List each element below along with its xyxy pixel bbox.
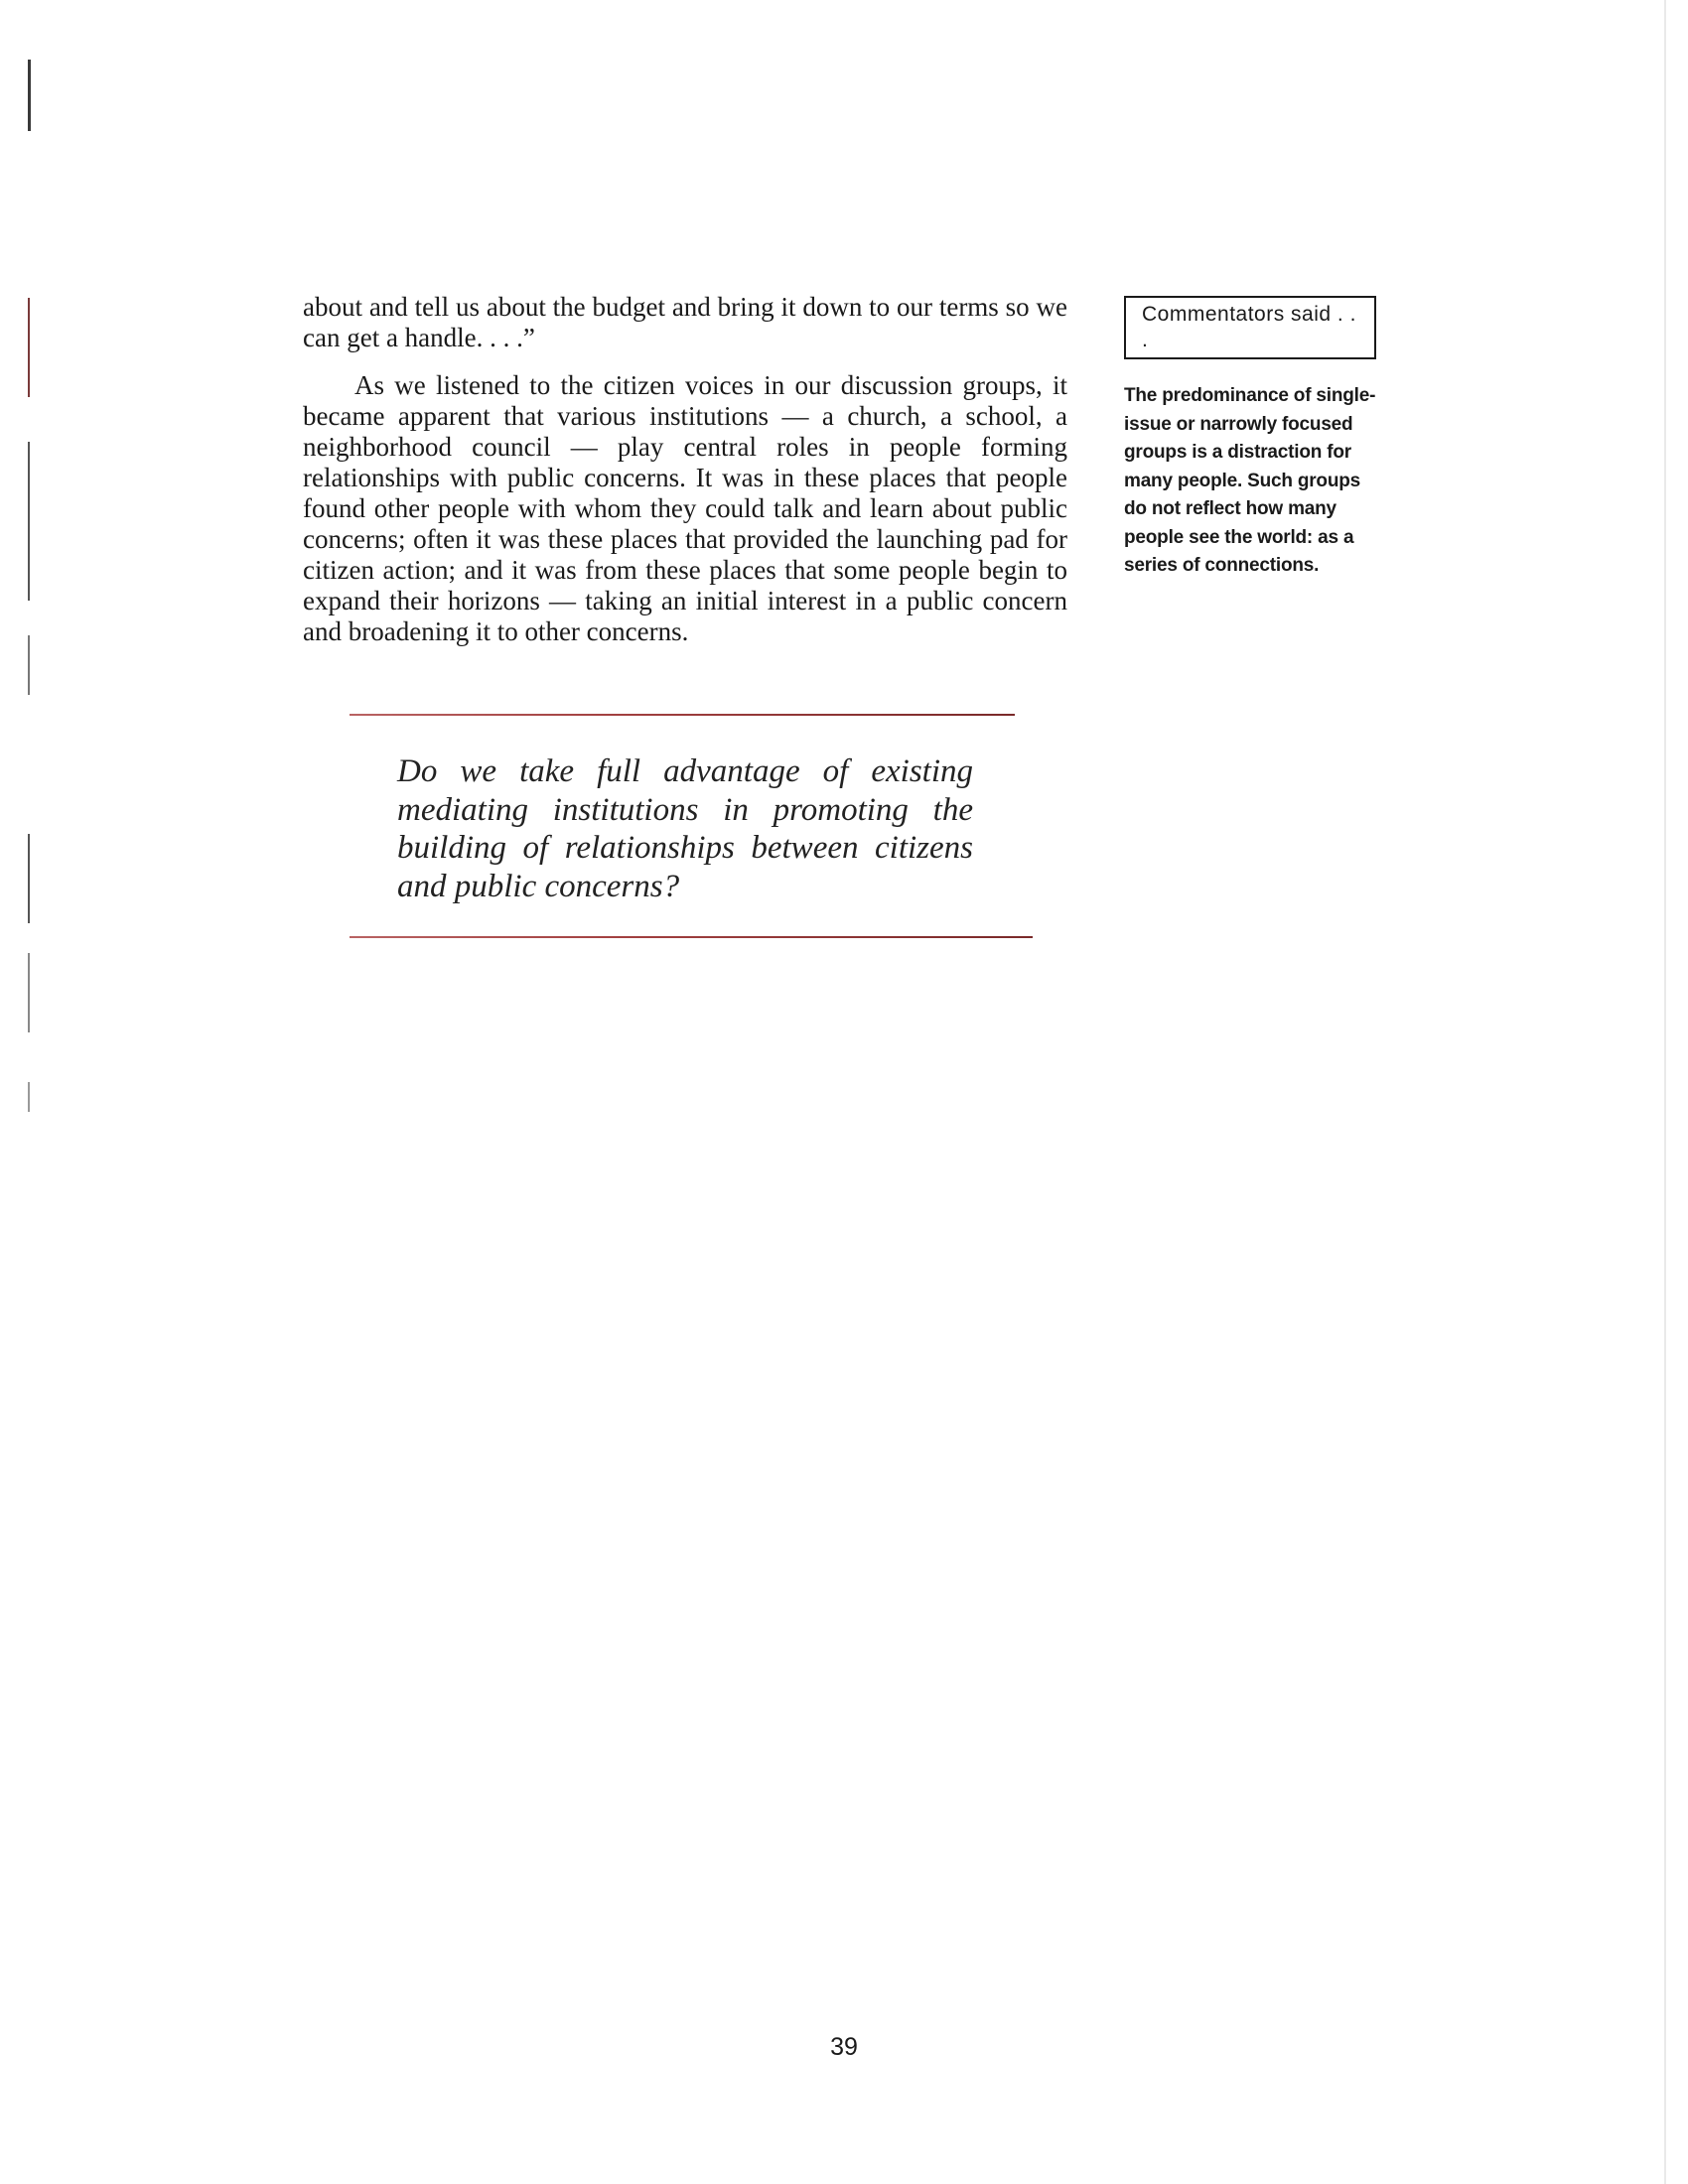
sidebar-text: The predominance of single-issue or narrowly focused groups is a distraction for many people. Such groups do not reflect how many people see the world: as a series of connections. <box>1124 385 1376 576</box>
binding-mark <box>28 834 30 923</box>
body-paragraph: As we listened to the citizen voices in our discussion groups, it became apparent that various institutions — a church, a school, a neighborhood council — play central roles in people forming relationships with public concerns. It was in these places that people found other people with whom they could talk and learn about public concerns; often it was these places that provided the launching pad for citizen action; and it was from these places that some people begin to expand their horizons — taking an initial interest in a public concern and broadening it to other concerns. <box>303 370 1067 646</box>
page-edge <box>1664 0 1666 2184</box>
body-column <box>303 292 1067 647</box>
body-paragraph: about and tell us about the budget and bring it down to our terms so we can get a handle. . . .” <box>303 292 1067 352</box>
callout-rule-bottom <box>350 936 1033 938</box>
page-number: 39 <box>830 2033 858 2061</box>
binding-mark <box>28 635 30 695</box>
binding-mark <box>28 953 30 1032</box>
sidebar-heading: Commentators said . . . <box>1124 296 1376 359</box>
binding-mark <box>28 298 30 397</box>
binding-mark <box>28 60 31 131</box>
binding-mark <box>28 442 30 601</box>
binding-mark <box>28 1082 30 1112</box>
callout-rule-top <box>350 714 1015 716</box>
sidebar <box>1124 296 1382 581</box>
callout-question: Do we take full advantage of existing mediating institutions in promoting the building of relationships between citizens and public concerns? <box>397 753 973 904</box>
